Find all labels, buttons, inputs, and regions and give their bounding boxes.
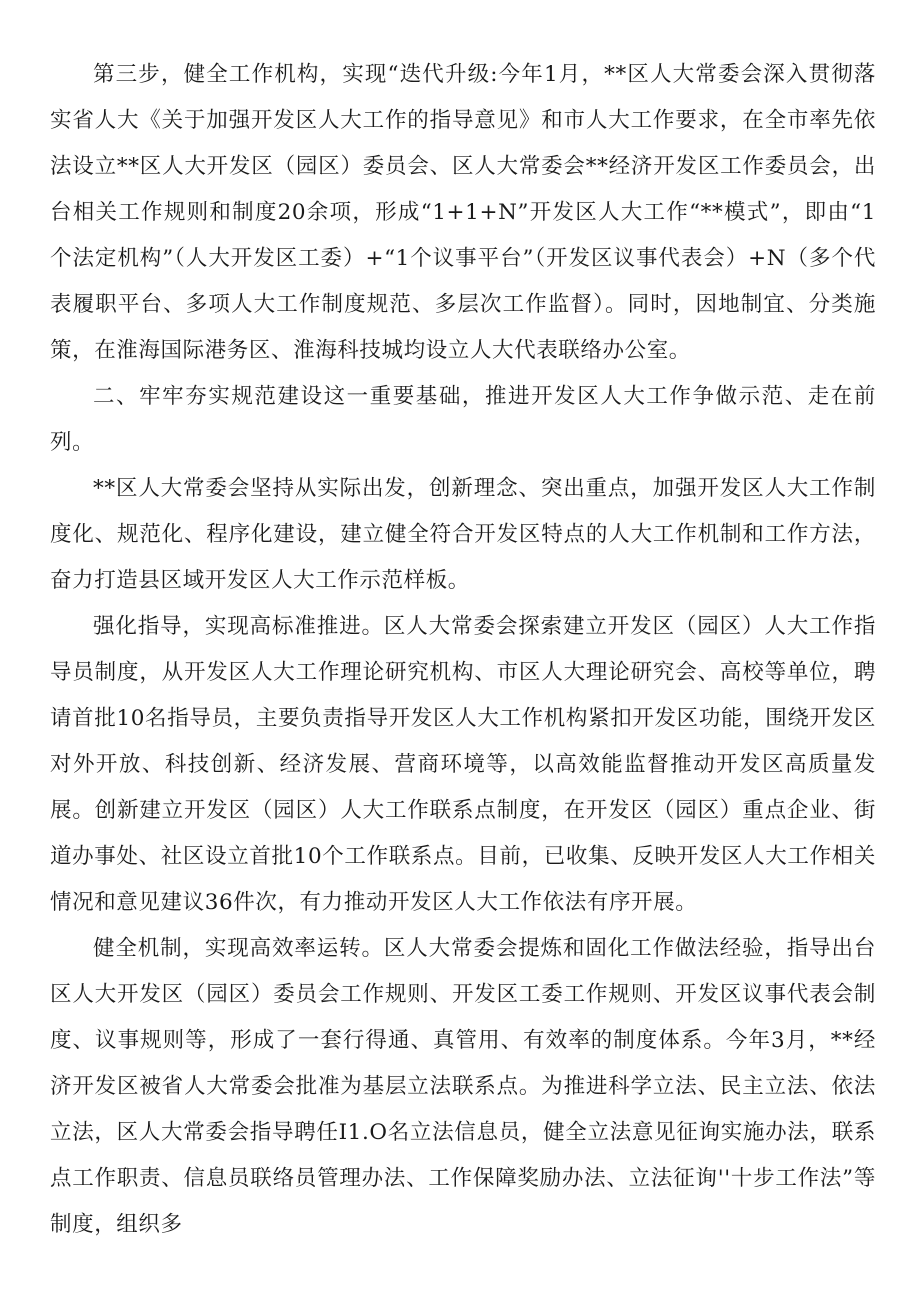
paragraph-mechanism: 健全机制，实现高效率运转。区人大常委会提炼和固化工作做法经验，指导出台区人大开发区（园区）委员会工作规则、开发区工委工作规则、开发区议事代表会制度、议事规则等，形成了一套行得通、真管用、有效率的制度体系。今年3月，**经济开发区被省人大常委会批准为基层立法联系点。为推进科学立法、民主立法、依法立法，区人大常委会指导聘任I1.O名立法信息员，健全立法意见征询实施办法，联系点工作职责、信息员联络员管理办法、工作保障奖励办法、立法征询''十步工作法”等制度，组织多 <box>50 936 876 1237</box>
paragraph-guidance: 强化指导，实现高标准推进。区人大常委会探索建立开发区（园区）人大工作指导员制度，从开发区人大工作理论研究机构、市区人大理论研究会、高校等单位，聘请首批10名指导员，主要负责指导开发区人大工作机构紧扣开发区功能，围绕开发区对外开放、科技创新、经济发展、营商环境等，以高效能监督推动开发区高质量发展。创新建立开发区（园区）人大工作联系点制度，在开发区（园区）重点企业、街道办事处、社区设立首批10个工作联系点。目前，已收集、反映开发区人大工作相关情况和意见建议36件次，有力推动开发区人大工作依法有序开展。 <box>50 614 876 915</box>
document-body <box>50 52 876 1248</box>
paragraph-overview: **区人大常委会坚持从实际出发，创新理念、突出重点，加强开发区人大工作制度化、规范化、程序化建设，建立健全符合开发区特点的人大工作机制和工作方法，奋力打造县区域开发区人大工作示范样板。 <box>50 476 876 593</box>
section-heading-two: 二、牢牢夯实规范建设这一重要基础，推进开发区人大工作争做示范、走在前列。 <box>50 384 876 455</box>
paragraph-step-three: 第三步，健全工作机构，实现“迭代升级:今年1月，**区人大常委会深入贯彻落实省人大《关于加强开发区人大工作的指导意见》和市人大工作要求，在全市率先依法设立**区人大开发区（园区）委员会、区人大常委会**经济开发区工作委员会，出台相关工作规则和制度20余项，形成“1+1+N”开发区人大工作“**模式”，即由“1个法定机构”（人大开发区工委）+“1个议事平台”（开发区议事代表会）+N（多个代表履职平台、多项人大工作制度规范、多层次工作监督）。同时，因地制宜、分类施策，在淮海国际港务区、淮海科技城均设立人大代表联络办公室。 <box>50 62 876 363</box>
